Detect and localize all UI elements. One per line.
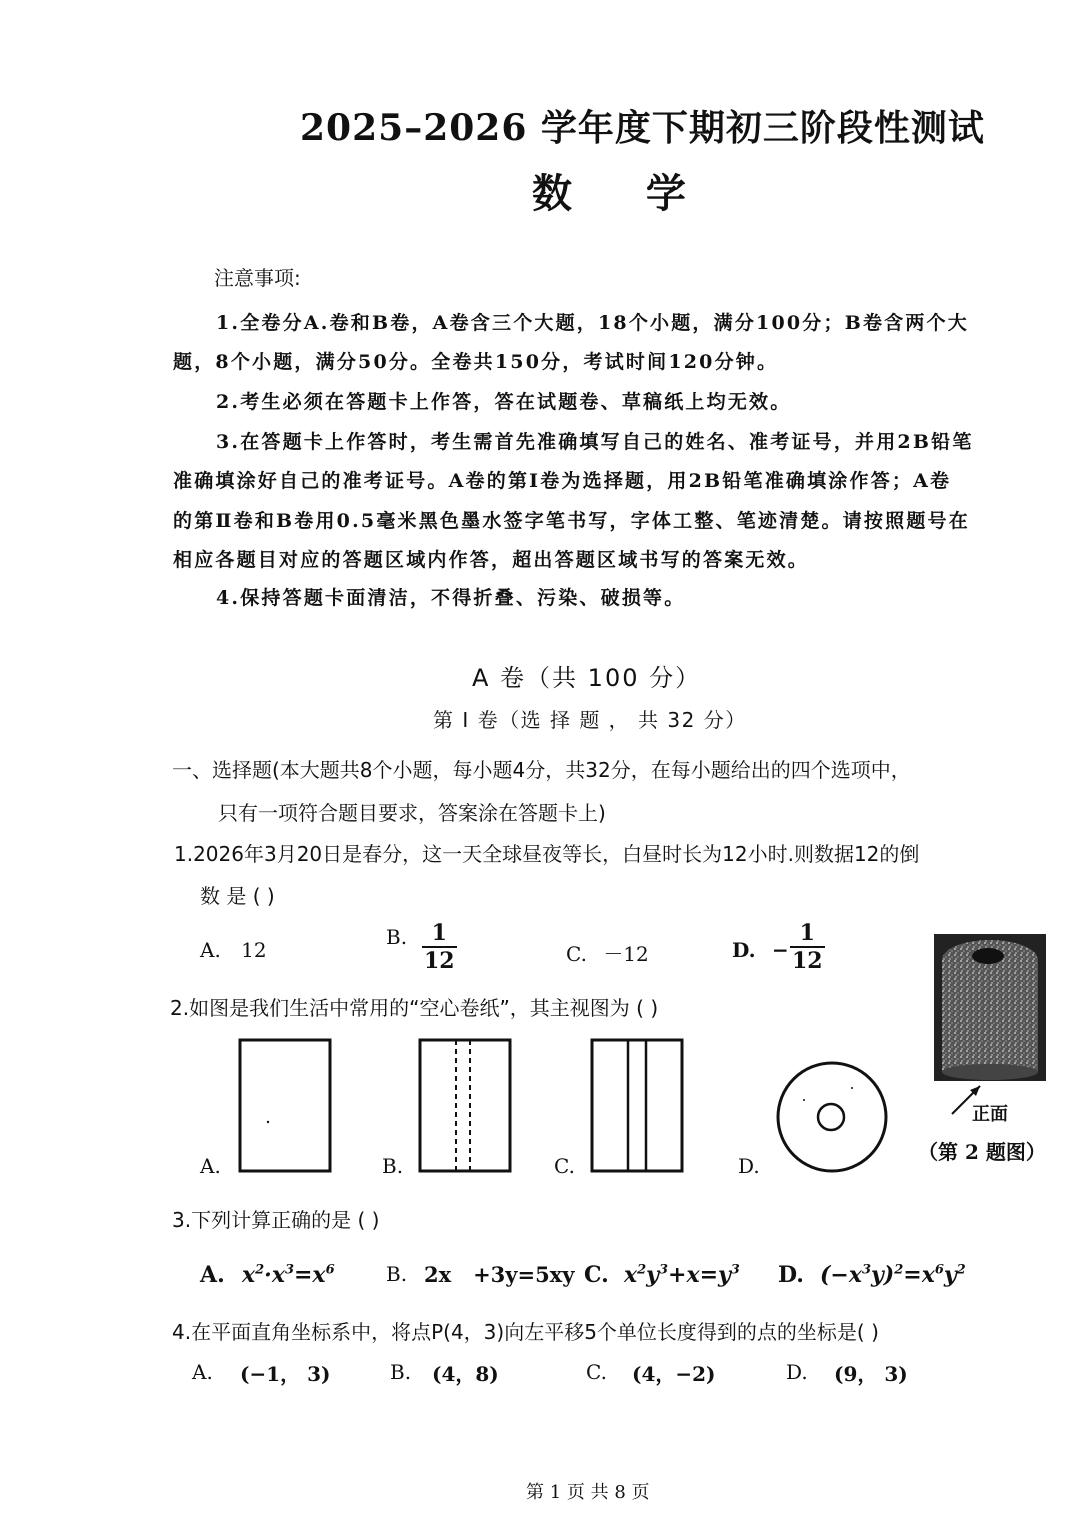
q2-option-a-figure	[238, 1038, 334, 1174]
q2-option-a-label: A.	[200, 1154, 221, 1178]
q4-option-a-label: A.	[192, 1360, 213, 1384]
q1-option-a-label: A.	[200, 938, 221, 962]
page-title: 2025–2026 学年度下期初三阶段性测试	[300, 107, 985, 149]
notice-line-2: 题，8个小题，满分50分。全卷共150分，考试时间120分钟。	[173, 351, 779, 373]
subject-title: 数 学	[532, 170, 716, 217]
section-1-heading: 第 Ⅰ 卷（选 择 题 ， 共 32 分）	[433, 708, 747, 732]
q1-option-b-denominator: 12	[424, 948, 455, 974]
q3-option-a-expression: $x^2\cdot x^3=x^6$	[242, 1262, 335, 1288]
q1-option-c-label: C.	[566, 942, 587, 966]
q1-option-d-sign: −	[772, 938, 789, 962]
q1-option-c	[566, 938, 649, 967]
q1-option-d-fraction	[790, 920, 825, 974]
q2-option-c-label: C.	[554, 1154, 575, 1178]
q4-text: 4.在平面直角坐标系中，将点P(4，3)向左平移5个单位长度得到的点的坐标是( )	[172, 1320, 879, 1344]
q3-option-d-label: D.	[778, 1262, 804, 1288]
q1-option-d-denominator: 12	[792, 948, 823, 974]
q3-option-b-expression: 2x +3y=5xy	[424, 1262, 575, 1287]
notice-heading: 注意事项:	[214, 266, 301, 290]
page-number: 第 1 页 共 8 页	[526, 1482, 650, 1503]
notice-line-7: 相应各题目对应的答题区域内作答，超出答题区域书写的答案无效。	[173, 549, 810, 571]
notice-line-4: 3.在答题卡上作答时，考生需首先准确填写自己的姓名、准考证号，并用2B铅笔	[216, 431, 974, 453]
section-a-heading: A 卷（共 100 分）	[472, 664, 702, 692]
q1-option-d-label: D.	[732, 938, 756, 962]
notice-line-1: 1.全卷分A.卷和B卷，A卷含三个大题，18个小题，满分100分；B卷含两个大	[216, 312, 969, 334]
notice-line-6: 的第Ⅱ卷和B卷用0.5毫米黑色墨水签字笔书写，字体工整、笔迹清楚。请按照题号在	[173, 510, 970, 532]
q4-option-d-label: D.	[786, 1360, 808, 1384]
q4-option-a-value: (−1， 3)	[240, 1362, 331, 1386]
notice-line-5: 准确填涂好自己的准考证号。A卷的第Ⅰ卷为选择题，用2B铅笔准确填涂作答；A卷	[173, 470, 952, 492]
q3-option-a-label: A.	[200, 1262, 225, 1288]
q2-option-c-figure	[590, 1038, 686, 1174]
q1-option-a	[200, 938, 267, 962]
notice-line-3: 2.考生必须在答题卡上作答，答在试题卷、草稿纸上均无效。	[216, 391, 792, 413]
q4-option-c-label: C.	[586, 1360, 607, 1384]
q3-option-b-label: B.	[386, 1262, 408, 1286]
q1-option-a-value: 12	[241, 938, 267, 962]
q4-option-b-label: B.	[390, 1360, 412, 1384]
q4-option-d-value: (9， 3)	[834, 1362, 908, 1386]
q2-option-d-label: D.	[738, 1154, 760, 1178]
q4-option-c-value: (4，−2)	[632, 1362, 716, 1386]
figure-2-caption: （第 2 题图）	[918, 1140, 1046, 1164]
q3-option-c-label: C.	[584, 1262, 609, 1288]
q1-option-b-label: B.	[386, 925, 408, 949]
q1-option-c-value: －12	[603, 942, 649, 966]
paper-roll-photo	[930, 930, 1050, 1085]
part-one-line-2: 只有一项符合题目要求，答案涂在答题卡上)	[218, 801, 606, 825]
notice-line-8: 4.保持答题卡面清洁，不得折叠、污染、破损等。	[216, 587, 686, 609]
q3-option-c-expression: $x^2y^3+x=y^3$	[624, 1262, 740, 1288]
q3-option-d-expression: $(-x^3y)^2=x^6y^2$	[820, 1262, 966, 1288]
q2-option-d-figure	[774, 1060, 890, 1176]
q1-option-b-numerator: 1	[431, 920, 447, 946]
q2-text: 2.如图是我们生活中常用的“空心卷纸”，其主视图为 ( )	[170, 996, 659, 1020]
q2-option-b-label: B.	[382, 1154, 404, 1178]
q1-text-line-2: 数 是 ( )	[200, 884, 275, 908]
q1-text-line-1: 1.2026年3月20日是春分，这一天全球昼夜等长，白昼时长为12小时.则数据12的倒	[174, 842, 920, 866]
q4-option-b-value: (4，8)	[432, 1362, 499, 1386]
q2-option-b-figure	[418, 1038, 514, 1174]
part-one-line-1: 一、选择题(本大题共8个小题，每小题4分，共32分，在每小题给出的四个选项中，	[172, 758, 911, 782]
q3-text: 3.下列计算正确的是 ( )	[172, 1208, 380, 1232]
q1-option-d-numerator: 1	[799, 920, 815, 946]
front-view-label: 正面	[972, 1104, 1008, 1125]
q1-option-b-fraction	[422, 920, 457, 974]
